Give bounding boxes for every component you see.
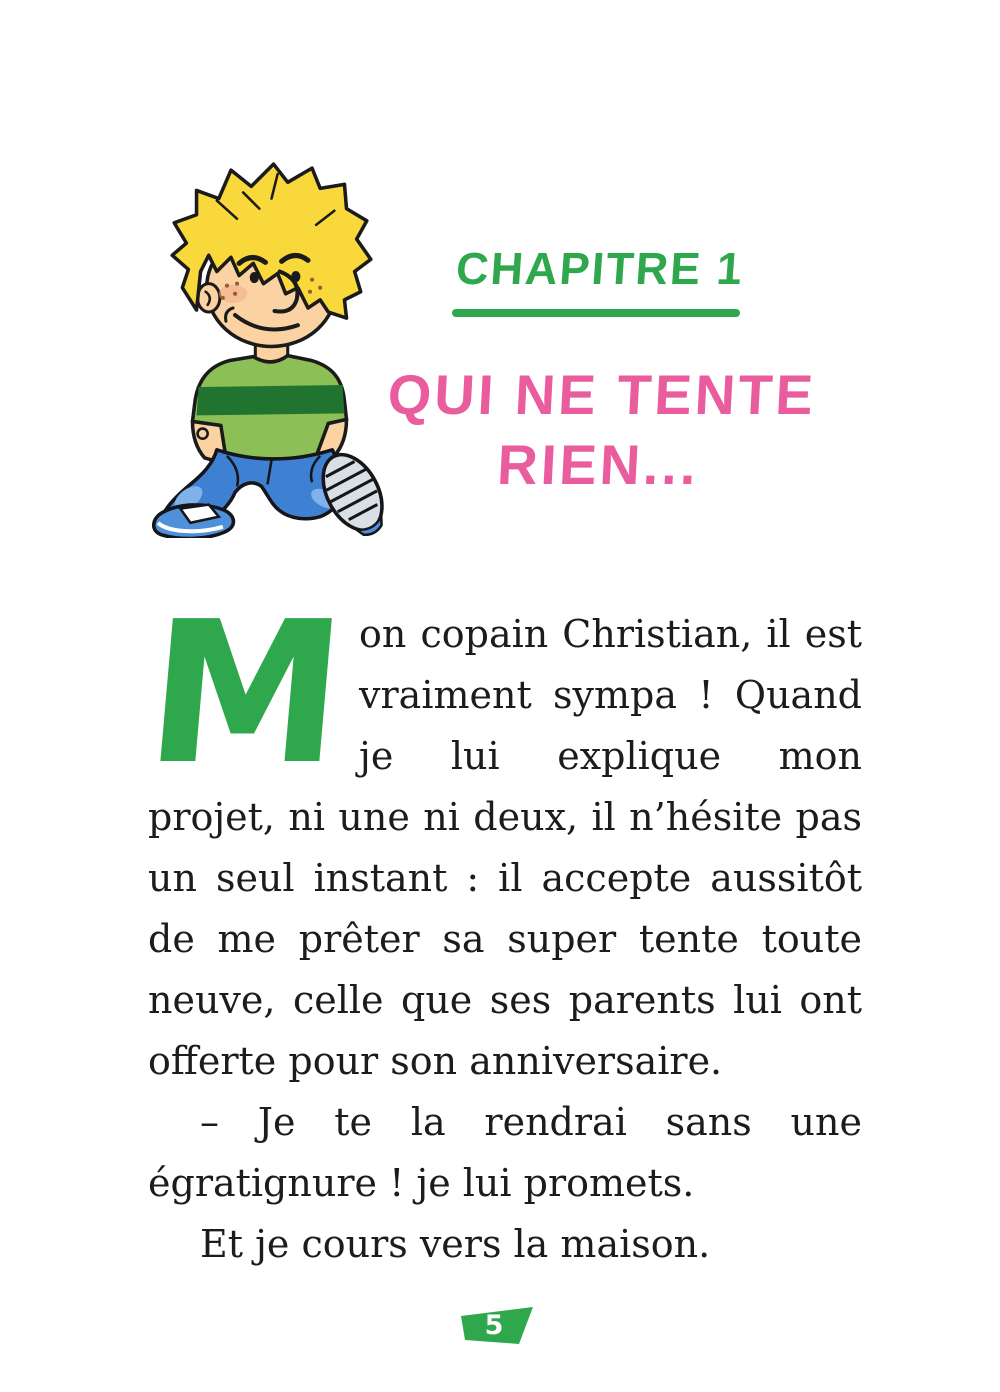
chapter-title-line1: QUI NE TENTE [386,363,818,426]
chapter-underline [452,309,740,317]
paragraph-1-text: on copain Christian, il est vraiment sympa ! Quand je lui explique mon projet, ni une ni deux, il n’hésite pas un seul instant : il accepte aussitôt de me prêter sa super tente toute neuve, celle que ses parents lui ont offerte pour son anniversaire. [148,612,862,1083]
chapter-title-line2: RIEN... [495,433,701,496]
page-number-tab [460,1306,540,1346]
dropcap-letter: M [138,580,354,808]
paragraph-2: – Je te la rendrai sans une égratignure ! je lui promets. [148,1100,862,1205]
paragraph-1 [138,580,862,1092]
chapter-title [296,360,903,500]
chapter-label: CHAPITRE 1 [454,243,746,294]
paragraph-3: Et je cours vers la maison. [200,1222,711,1266]
page-number: 5 [484,1310,504,1341]
boy-left-shoe [154,505,234,538]
story-text [138,580,862,1275]
